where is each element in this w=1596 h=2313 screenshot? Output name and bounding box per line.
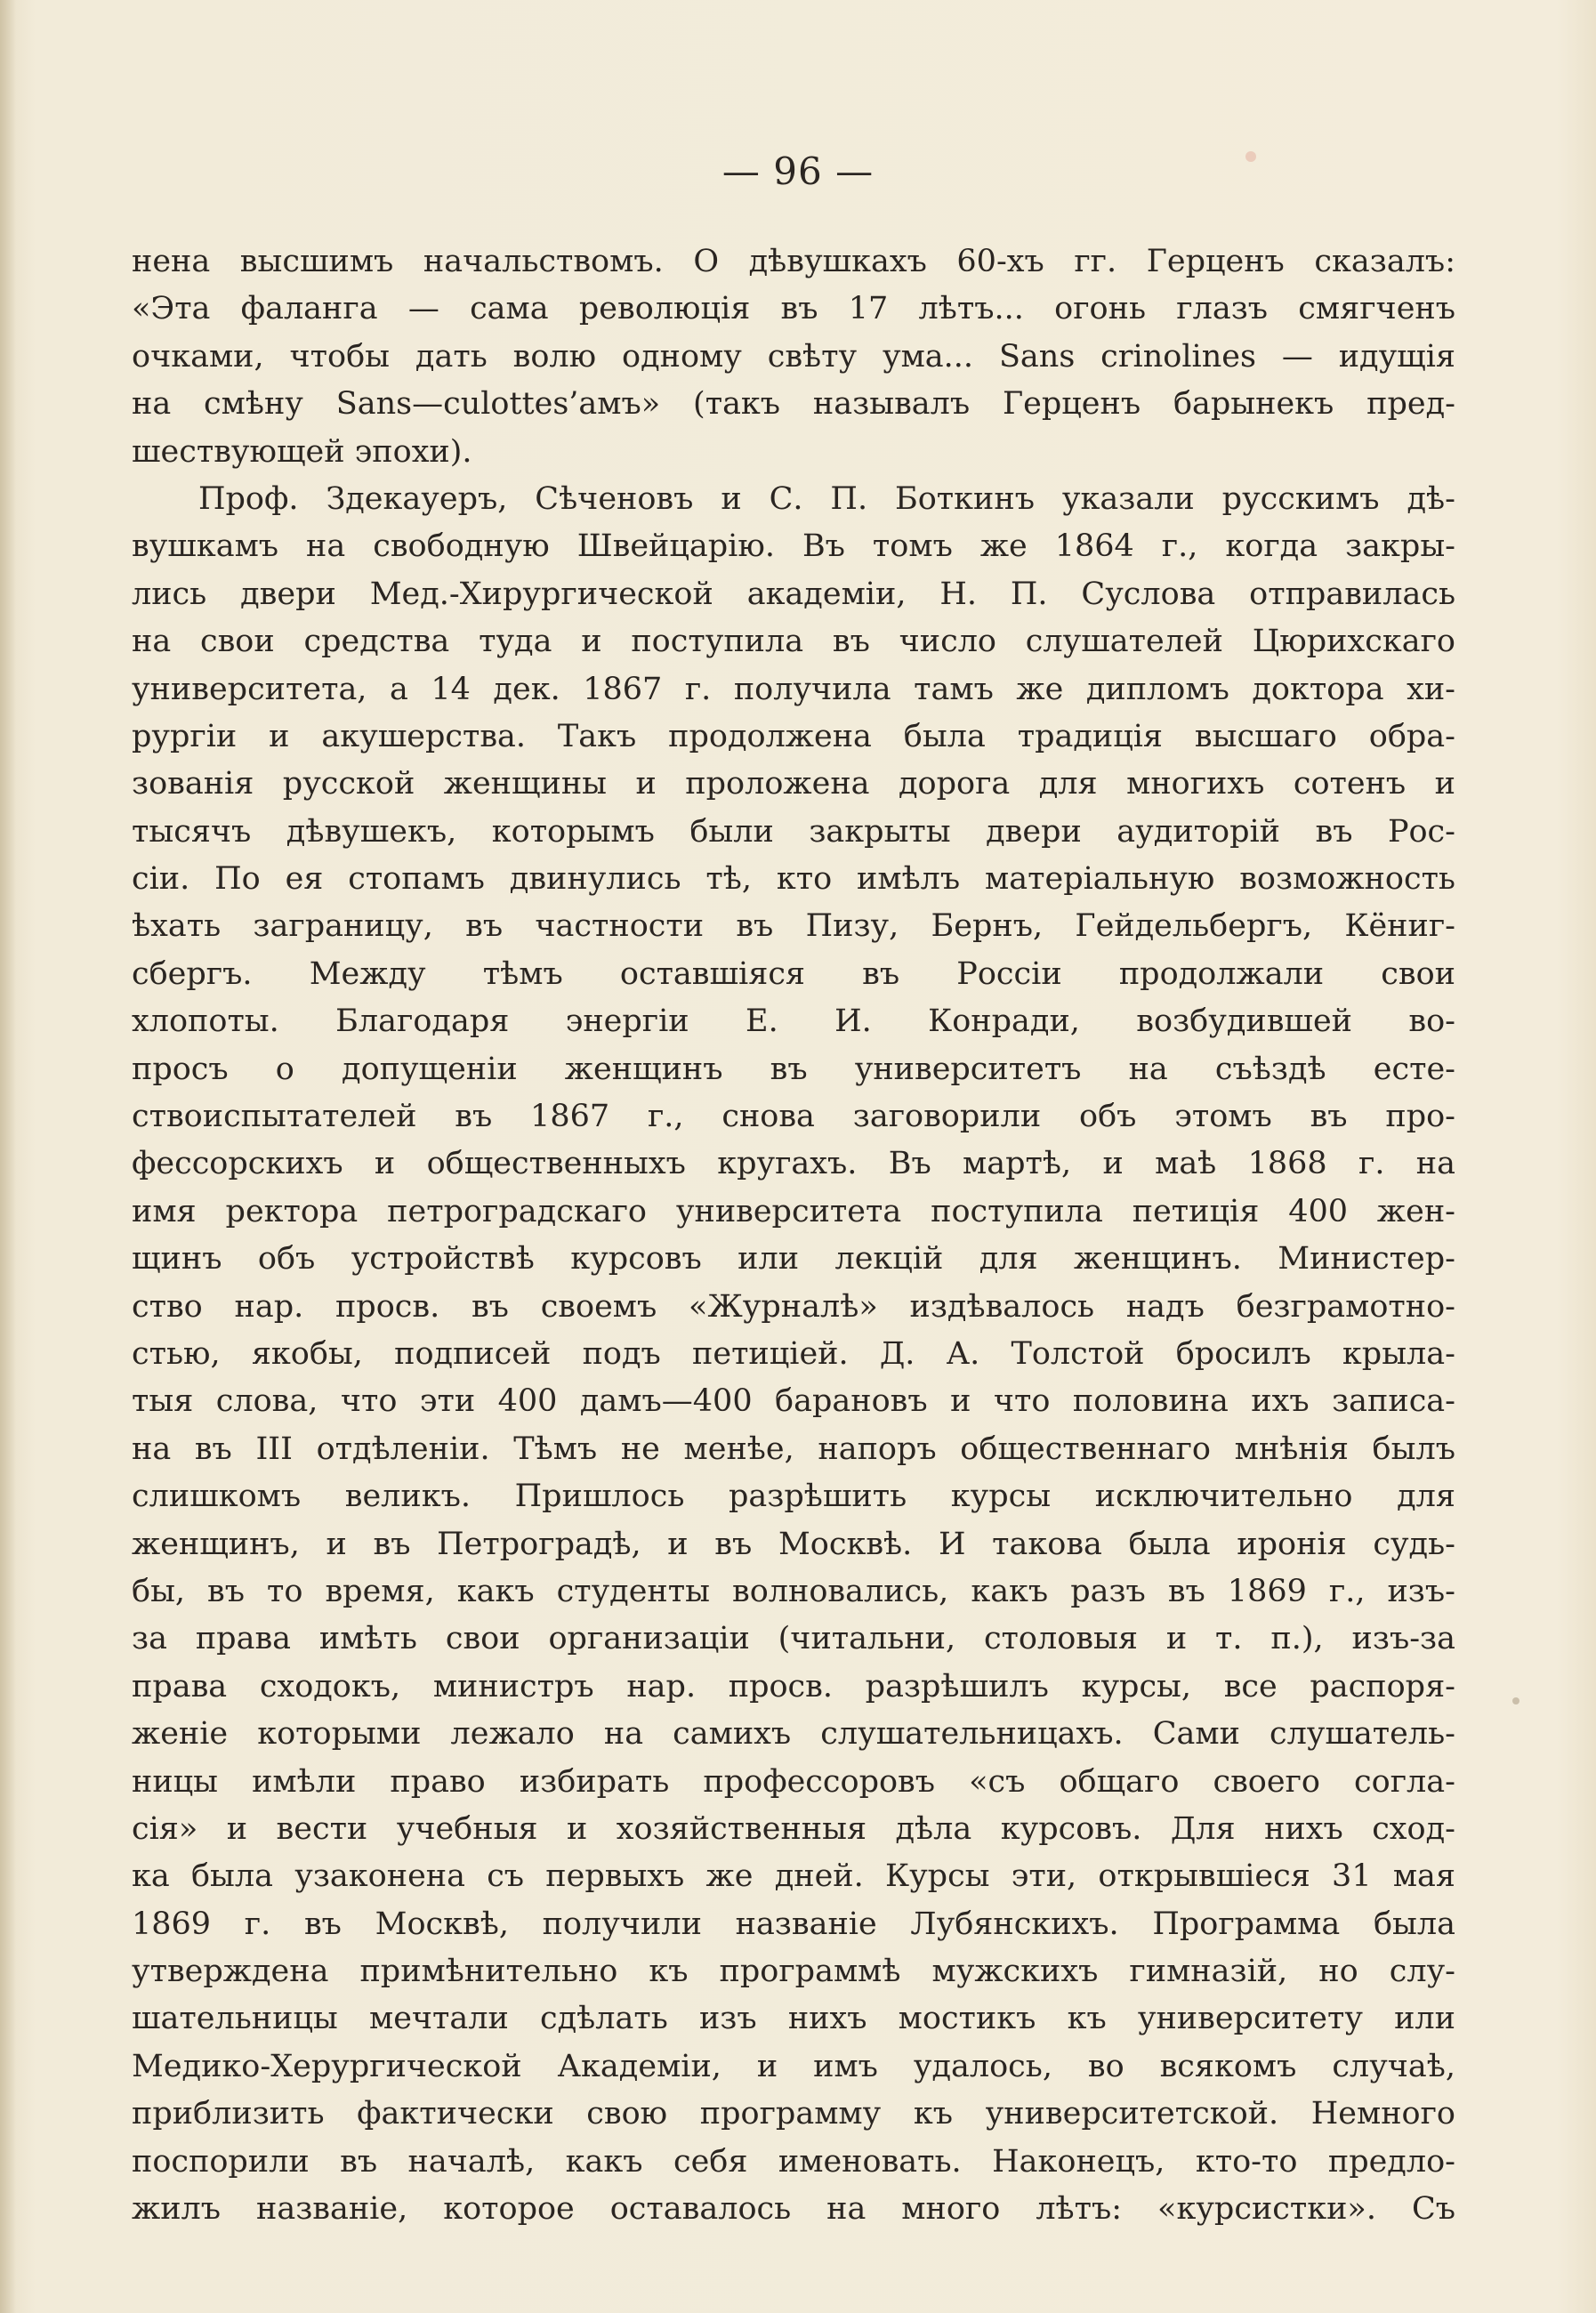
text-line: бы, въ то время, какъ студенты волновались, какъ разъ въ 1869 г., изъ- (132, 1573, 1455, 1609)
text-line: жилъ названіе, которое оставалось на много лѣтъ: «курсистки». Съ (132, 2191, 1455, 2228)
text-line: утверждена примѣнительно къ программѣ мужскихъ гимназій, но слу- (132, 1954, 1455, 1990)
text-line: рургіи и акушерства. Такъ продолжена была традиція высшаго обра- (132, 718, 1455, 754)
text-line: университета, а 14 дек. 1867 г. получила тамъ же дипломъ доктора хи- (132, 671, 1455, 707)
text-line: «Эта фаланга — сама революція въ 17 лѣтъ... огонь глазъ смягченъ (132, 291, 1455, 327)
paper-stain (1512, 1697, 1519, 1705)
text-line: хлопоты. Благодаря энергіи Е. И. Конради, возбудившей во- (132, 1003, 1455, 1040)
text-line: сіи. По ея стопамъ двинулись тѣ, кто имѣлъ матеріальную возможность (132, 861, 1455, 898)
text-line: тысячъ дѣвушекъ, которымъ были закрыты двери аудиторій въ Рос- (132, 813, 1455, 850)
text-line: зованія русской женщины и проложена дорога для многихъ сотенъ и (132, 766, 1455, 802)
text-line: поспорили въ началѣ, какъ себя именовать. Наконецъ, кто-то предло- (132, 2143, 1455, 2180)
text-line: на въ III отдѣленіи. Тѣмъ не менѣе, напоръ общественнаго мнѣнія былъ (132, 1431, 1455, 1467)
text-line: тыя слова, что эти 400 дамъ—400 барановъ и что половина ихъ записа- (132, 1383, 1455, 1420)
text-line: женщинъ, и въ Петроградѣ, и въ Москвѣ. И такова была иронія судь- (132, 1526, 1455, 1562)
page-number: — 96 — (721, 149, 875, 193)
text-line: просъ о допущеніи женщинъ въ университетъ на съѣздѣ есте- (132, 1051, 1455, 1087)
text-line: 1869 г. въ Москвѣ, получили названіе Лубянскихъ. Программа была (132, 1906, 1455, 1942)
body-text (132, 238, 1455, 2233)
text-line: за права имѣть свои организаціи (читальни, столовыя и т. п.), изъ-за (132, 1621, 1455, 1657)
text-line: на смѣну Sans—culottes’амъ» (такъ называлъ Герценъ барынекъ пред- (132, 386, 1455, 423)
text-line: на свои средства туда и поступила въ число слушателей Цюрихскаго (132, 624, 1455, 660)
text-line: нена высшимъ начальствомъ. О дѣвушкахъ 60-хъ гг. Герценъ сказалъ: (132, 244, 1455, 279)
text-line: очками, чтобы дать волю одному свѣту ума... Sans crinolines — идущія (132, 338, 1455, 375)
text-line: ѣхать заграницу, въ частности въ Пизу, Бернъ, Гейдельбергъ, Кёниг- (132, 908, 1455, 945)
text-line: Медико-Херургической Академіи, и имъ удалось, во всякомъ случаѣ, (132, 2048, 1455, 2084)
text-line: ницы имѣли право избирать профессоровъ «съ общаго своего согла- (132, 1763, 1455, 1800)
text-line: ствоиспытателей въ 1867 г., снова заговорили объ этомъ въ про- (132, 1099, 1455, 1135)
text-line: слишкомъ великъ. Пришлось разрѣшить курсы исключительно для (132, 1479, 1455, 1515)
text-line: сія» и вести учебныя и хозяйственныя дѣла курсовъ. Для нихъ сход- (132, 1810, 1455, 1847)
text-line: шательницы мечтали сдѣлать изъ нихъ мостикъ къ университету или (132, 2001, 1455, 2037)
page-edge-shadow (0, 0, 16, 2313)
text-line: приблизить фактически свою программу къ университетской. Немного (132, 2096, 1455, 2132)
text-line: права сходокъ, министръ нар. просв. разрѣшилъ курсы, все распоря- (132, 1668, 1455, 1705)
text-line: женіе которыми лежало на самихъ слушательницахъ. Сами слушатель- (132, 1716, 1455, 1753)
text-line: лись двери Мед.-Хирургической академіи, Н. П. Суслова отправилась (132, 576, 1455, 612)
text-line: вушкамъ на свободную Швейцарію. Въ томъ же 1864 г., когда закры- (132, 528, 1455, 565)
text-line: сбергъ. Между тѣмъ оставшіяся въ Россіи продолжали свои (132, 955, 1455, 992)
text-line: стью, якобы, подписей подъ петиціей. Д. А. Толстой бросилъ крыла- (132, 1335, 1455, 1372)
text-line: Проф. Здекауеръ, Сѣченовъ и С. П. Боткинъ указали русскимъ дѣ- (198, 480, 1455, 517)
text-line: ка была узаконена съ первыхъ же дней. Курсы эти, открывшіеся 31 мая (132, 1858, 1455, 1895)
text-line: ство нар. просв. въ своемъ «Журналѣ» издѣвалось надъ безграмотно- (132, 1288, 1455, 1325)
text-line: фессорскихъ и общественныхъ кругахъ. Въ мартѣ, и маѣ 1868 г. на (132, 1146, 1455, 1182)
text-line: шествующей эпохи). (132, 433, 472, 470)
text-line: щинъ объ устройствѣ курсовъ или лекцій для женщинъ. Министер- (132, 1241, 1455, 1277)
text-line: имя ректора петроградскаго университета поступила петиція 400 жен- (132, 1193, 1455, 1229)
